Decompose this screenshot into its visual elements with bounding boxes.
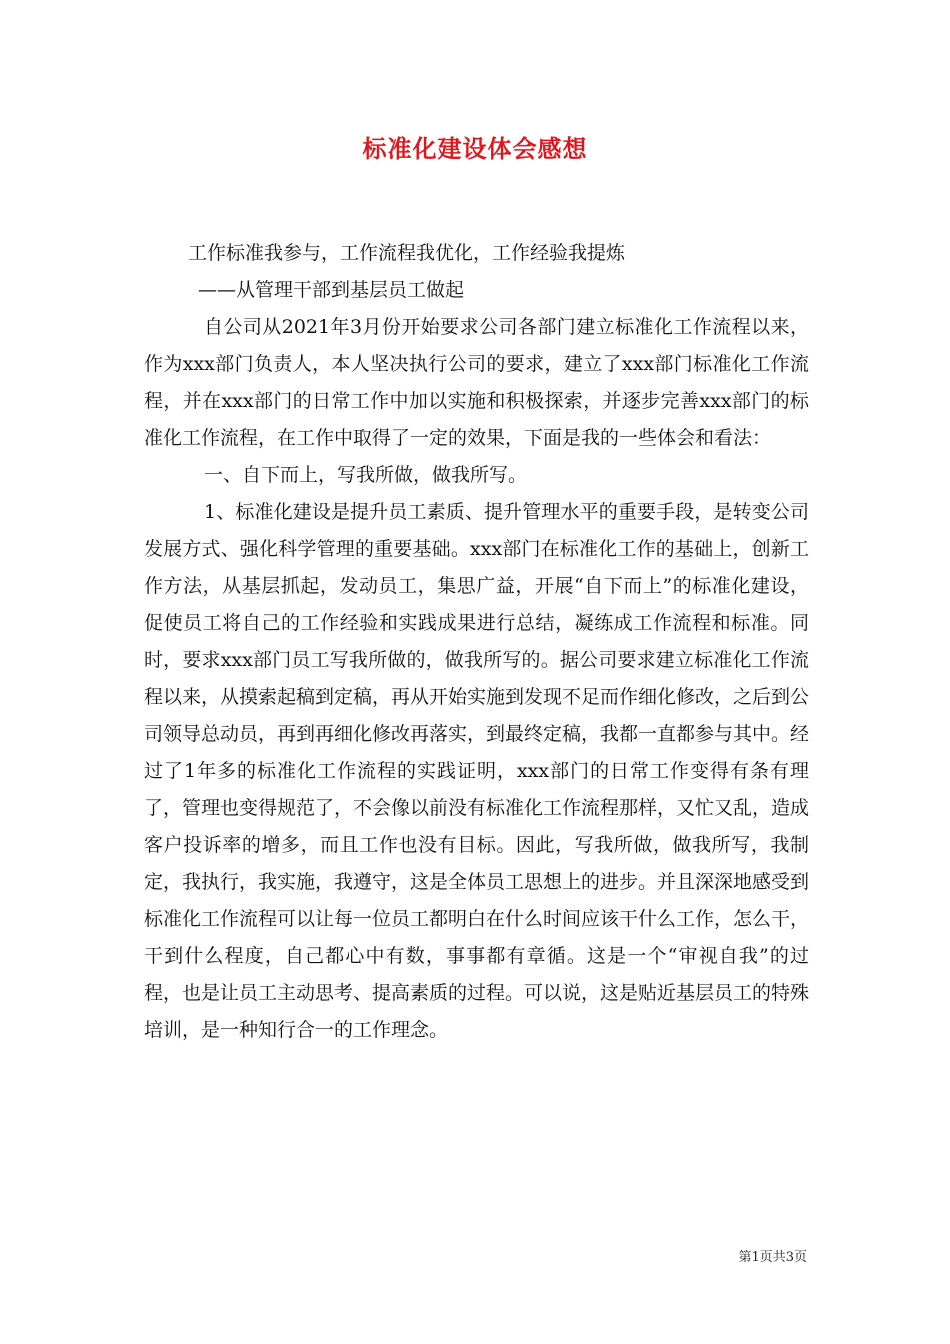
subtitle-line-1: 工作标准我参与，工作流程我优化，工作经验我提炼 [188,242,626,264]
subtitle-line-2: ——从管理干部到基层员工做起 [198,279,465,301]
section-heading: 一、自下而上，写我所做，做我所写。 [204,464,528,486]
page-indicator: 第1页共3页 [738,1250,807,1265]
document-body [144,235,809,1049]
document-title: 标准化建设体会感想 [362,134,588,163]
intro-paragraph: 自公司从2021年3月份开始要求公司各部门建立标准化工作流程以来，作为xxx部门负责人，本人坚决执行公司的要求，建立了xxx部门标准化工作流程，并在xxx部门的日常工作中加以实施和积极探索，并逐步完善xxx部门的标准化工作流程，在工作中取得了一定的效果，下面是我的一些体会和看法： [144,316,809,449]
section-paragraph: 1、标准化建设是提升员工素质、提升管理水平的重要手段，是转变公司发展方式、强化科学管理的重要基础。xxx部门在标准化工作的基础上，创新工作方法，从基层抓起，发动员工，集思广益，开展“自下而上”的标准化建设，促使员工将自己的工作经验和实践成果进行总结，凝练成工作流程和标准。同时，要求xxx部门员工写我所做的，做我所写的。据公司要求建立标准化工作流程以来，从摸索起稿到定稿，再从开始实施到发现不足而作细化修改，之后到公司领导总动员，再到再细化修改再落实，到最终定稿，我都一直都参与其中。经过了1年多的标准化工作流程的实践证明，xxx部门的日常工作变得有条有理了，管理也变得规范了，不会像以前没有标准化工作流程那样，又忙又乱，造成客户投诉率的增多，而且工作也没有目标。因此，写我所做，做我所写，我制定，我执行，我实施，我遵守，这是全体员工思想上的进步。并且深深地感受到标准化工作流程可以让每一位员工都明白在什么时间应该干什么工作，怎么干，干到什么程度，自己都心中有数，事事都有章循。这是一个“审视自我”的过程，也是让员工主动思考、提高素质的过程。可以说，这是贴近基层员工的特殊培训，是一种知行合一的工作理念。 [144,501,810,1041]
